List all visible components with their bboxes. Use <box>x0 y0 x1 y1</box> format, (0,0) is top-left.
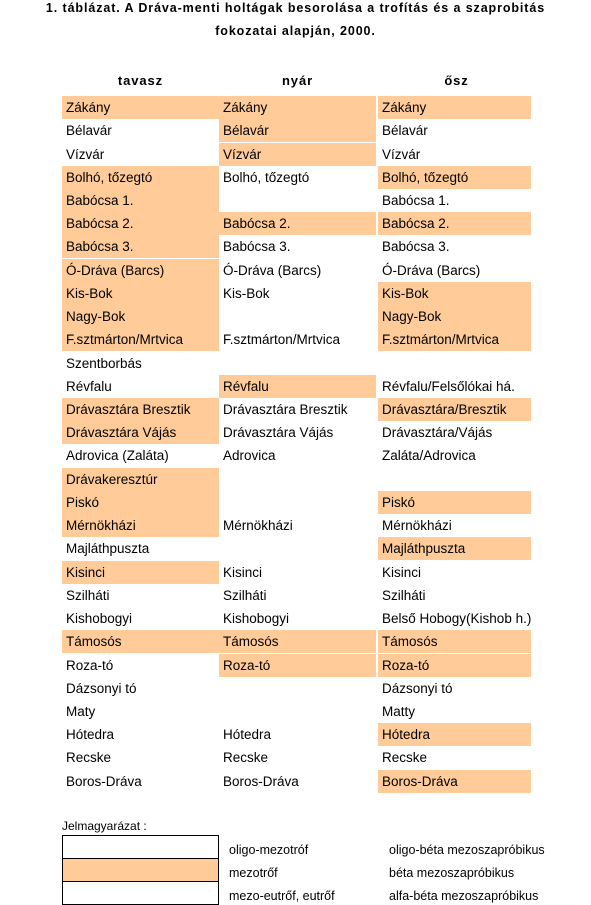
table-cell: Boros-Dráva <box>378 770 531 793</box>
table-cell: Bélavár <box>62 119 219 142</box>
table-cell: Recske <box>219 746 376 769</box>
table-cell: Babócsa 2. <box>219 212 376 235</box>
table-cell: Kisinci <box>62 561 219 584</box>
table-cell: Bolhó, tőzegtó <box>378 166 531 189</box>
table-cell: Zákány <box>219 96 376 119</box>
table-cell <box>219 189 376 212</box>
table-cell: Szilháti <box>219 584 376 607</box>
table-cell: Zaláta/Adrovica <box>378 444 531 467</box>
table-cell: Kis-Bok <box>378 282 531 305</box>
column-header-autumn: ősz <box>444 73 469 88</box>
table-cell: Bolhó, tőzegtó <box>62 166 219 189</box>
table-cell: Szentborbás <box>62 352 219 375</box>
table-cell: Maty <box>62 700 219 723</box>
table-cell: F.sztmárton/Mrtvica <box>62 328 219 351</box>
table-cell: Dázsonyi tó <box>378 677 531 700</box>
table-cell: Ó-Dráva (Barcs) <box>219 259 376 282</box>
table-cell: Piskó <box>378 491 531 514</box>
table-cell: Babócsa 2. <box>378 212 531 235</box>
table-cell: Kisinci <box>378 561 531 584</box>
table-cell: Zákány <box>62 96 219 119</box>
table-cell: Szilháti <box>378 584 531 607</box>
table-cell: Támosós <box>62 630 219 653</box>
table-cell: Roza-tó <box>62 654 219 677</box>
table-cell: Kisinci <box>219 561 376 584</box>
table-cell: Babócsa 2. <box>62 212 219 235</box>
table-cell <box>219 352 376 375</box>
table-cell: Támosós <box>378 630 531 653</box>
table-cell: Kis-Bok <box>62 282 219 305</box>
table-cell <box>219 537 376 560</box>
table-cell: Ó-Dráva (Barcs) <box>378 259 531 282</box>
column-header-spring: tavasz <box>117 73 164 88</box>
table-cell: Piskó <box>62 491 219 514</box>
legend-saprobic-label: béta mezoszapróbikus <box>389 866 515 880</box>
table-cell: Drávasztára Vájás <box>62 421 219 444</box>
legend-trophic-label: mezotrőf <box>229 866 278 880</box>
table-cell: Kishobogyi <box>62 607 219 630</box>
table-cell: Roza-tó <box>378 654 531 677</box>
table-cell: Vízvár <box>378 143 531 166</box>
table-cell <box>219 677 376 700</box>
table-cell: F.sztmárton/Mrtvica <box>219 328 376 351</box>
table-cell: Kishobogyi <box>219 607 376 630</box>
table-cell <box>219 700 376 723</box>
table-cell: Drávasztára/Bresztik <box>378 398 531 421</box>
table-title: 1. táblázat. A Dráva-menti holtágak besorolása a trofítás és a szaprobitás <box>45 1 546 15</box>
table-cell <box>378 352 531 375</box>
table-cell <box>219 468 376 491</box>
table-cell: Zákány <box>378 96 531 119</box>
table-cell: Kis-Bok <box>219 282 376 305</box>
table-cell: F.sztmárton/Mrtvica <box>378 328 531 351</box>
table-cell: Adrovica (Zaláta) <box>62 444 219 467</box>
table-cell: Vízvár <box>219 143 376 166</box>
table-cell: Drávasztára Vájás <box>219 421 376 444</box>
table-cell: Babócsa 1. <box>62 189 219 212</box>
table-cell <box>219 305 376 328</box>
table-cell: Babócsa 3. <box>378 235 531 258</box>
table-cell: Drávasztára Bresztik <box>219 398 376 421</box>
legend-swatch <box>62 858 219 882</box>
table-cell: Hótedra <box>62 723 219 746</box>
table-cell: Drávakeresztúr <box>62 468 219 491</box>
table-cell: Révfalu <box>62 375 219 398</box>
table-cell: Majláthpuszta <box>62 537 219 560</box>
table-cell: Mérnökházi <box>378 514 531 537</box>
table-cell: Nagy-Bok <box>378 305 531 328</box>
table-cell: Szilháti <box>62 584 219 607</box>
table-cell: Bolhó, tőzegtó <box>219 166 376 189</box>
legend-saprobic-label: alfa-béta mezoszapróbikus <box>389 889 539 903</box>
table-cell: Matty <box>378 700 531 723</box>
legend-trophic-label: oligo-mezotróf <box>229 843 309 857</box>
table-cell: Babócsa 3. <box>219 235 376 258</box>
legend-title: Jelmagyarázat : <box>62 819 147 833</box>
table-cell: Drávasztára/Vájás <box>378 421 531 444</box>
table-cell: Ó-Dráva (Barcs) <box>62 259 219 282</box>
table-cell <box>378 468 531 491</box>
table-cell: Mérnökházi <box>219 514 376 537</box>
table-title-continued: fokozatai alapján, 2000. <box>215 24 376 38</box>
table-cell: Babócsa 1. <box>378 189 531 212</box>
table-cell: Támosós <box>219 630 376 653</box>
table-cell: Révfalu/Felsőlókai há. <box>378 375 531 398</box>
table-cell: Boros-Dráva <box>62 770 219 793</box>
table-cell: Bélavár <box>378 119 531 142</box>
table-cell: Vízvár <box>62 143 219 166</box>
table-cell: Belső Hobogy(Kishob h.) <box>378 607 531 630</box>
table-cell <box>219 491 376 514</box>
table-cell: Majláthpuszta <box>378 537 531 560</box>
table-cell: Recske <box>378 746 531 769</box>
legend-trophic-label: mezo-eutrőf, eutrőf <box>229 889 335 903</box>
table-cell: Hótedra <box>378 723 531 746</box>
table-cell: Boros-Dráva <box>219 770 376 793</box>
table-cell: Hótedra <box>219 723 376 746</box>
column-header-summer: nyár <box>281 73 314 88</box>
table-cell: Nagy-Bok <box>62 305 219 328</box>
legend-swatch <box>62 881 219 905</box>
table-cell: Adrovica <box>219 444 376 467</box>
table-cell: Roza-tó <box>219 654 376 677</box>
legend-swatch <box>62 835 219 859</box>
table-cell: Révfalu <box>219 375 376 398</box>
table-cell: Bélavár <box>219 119 376 142</box>
table-cell: Mérnökházi <box>62 514 219 537</box>
table-cell: Recske <box>62 746 219 769</box>
table-cell: Drávasztára Bresztik <box>62 398 219 421</box>
table-cell: Dázsonyi tó <box>62 677 219 700</box>
legend-saprobic-label: oligo-béta mezoszapróbikus <box>389 843 545 857</box>
table-cell: Babócsa 3. <box>62 235 219 258</box>
